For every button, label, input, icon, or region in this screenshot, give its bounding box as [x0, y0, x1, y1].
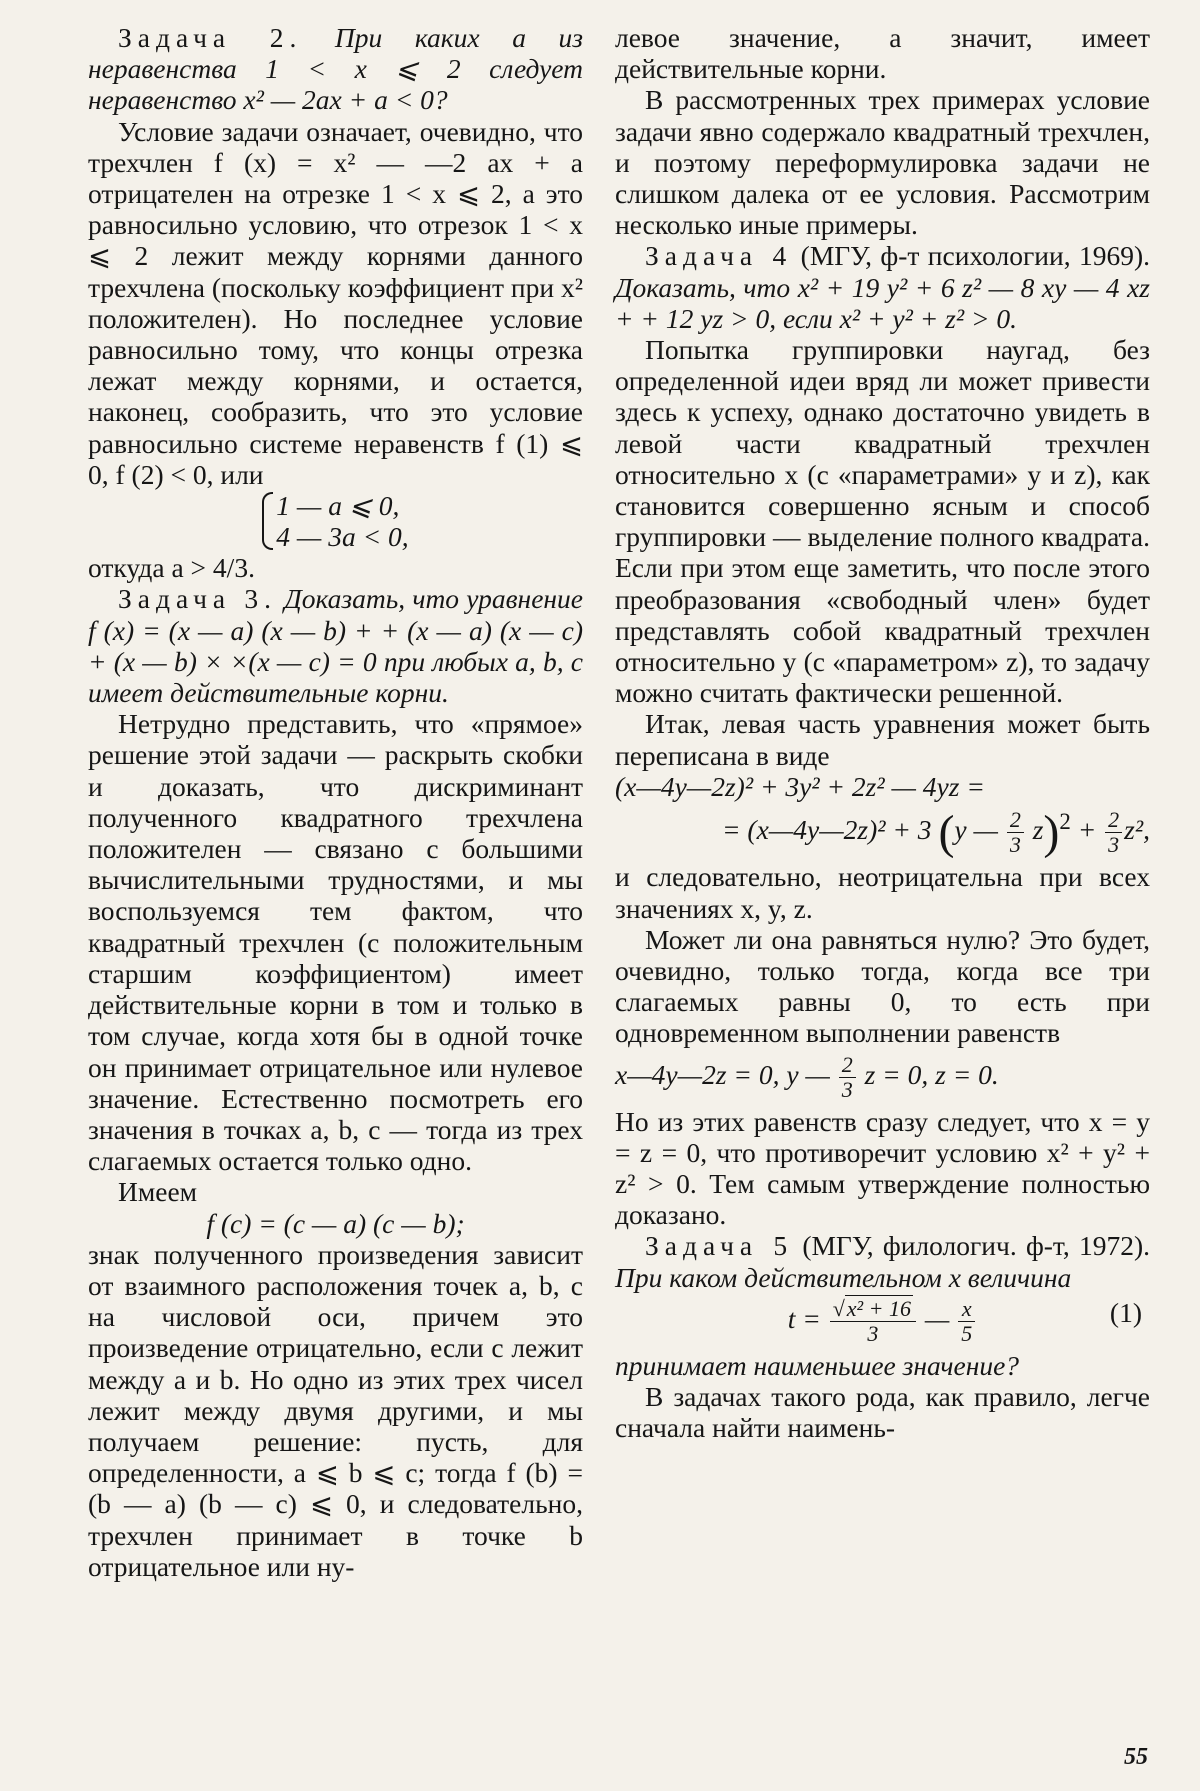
fraction-numerator: 2 — [1105, 808, 1122, 833]
paragraph: В задачах такого рода, как правило, легче сначала найти наимень- — [615, 1381, 1150, 1444]
paragraph: Условие задачи означает, очевидно, что трехчлен f (x) = x² — —2 ax + a отрицателен на отрезке 1 < x ⩽ 2, а это равносильно условию, что отрезок 1 < x ⩽ 2 лежит между корнями данного трехчлена (поскольку коэффициент при x² положителен). Но последнее условие равносильно тому, что концы отрезка лежат между корнями, и остается, наконец, сообразить, что это условие равносильно системе неравенств f (1) ⩽ 0, f (2) < 0, или — [88, 115, 583, 490]
problem-4 — [615, 240, 1150, 334]
equation-number: (1) — [1109, 1296, 1142, 1328]
fraction-numerator: 2 — [1007, 808, 1024, 833]
fraction-denominator: 3 — [867, 1320, 879, 1346]
eq-part: z², — [1124, 814, 1150, 846]
eq-part: t = — [787, 1302, 821, 1334]
problem-2-heading: Задача 2. — [118, 22, 303, 53]
paragraph: Попытка группировки наугад, без определенной идеи вряд ли может привести здесь к успеху, однако достаточно увидеть в левой части квадратный трехчлен относительно x (с «параметрами» y и z), как становится совершенно ясным и способ группировки — выделение полного квадрата. Если при этом еще заметить, что после этого преобразования «свободный член» будет представлять собой квадратный трехчлен относительно y (с «параметром» z), то задачу можно считать фактически решенной. — [615, 334, 1150, 709]
equation-line-3 — [615, 1053, 1150, 1102]
problem-5-heading: Задача 5 — [645, 1230, 794, 1262]
inequality-system — [88, 490, 583, 552]
paragraph: и следовательно, неотрицательна при всех значениях x, y, z. — [615, 861, 1150, 924]
fraction — [839, 1053, 856, 1102]
problem-5 — [615, 1230, 1150, 1292]
right-paren-icon: ) — [1043, 805, 1060, 859]
system-line: 4 — 3a < 0, — [276, 521, 409, 553]
paragraph: левое значение, а значит, имеет действительные корни. — [615, 22, 1150, 85]
sqrt-radicand: x² + 16 — [846, 1295, 912, 1321]
eq-part: x—4y—2z = 0, y — — [615, 1058, 830, 1090]
formula: f (c) = (c — a) (c — b); — [206, 1207, 465, 1239]
paragraph: Итак, левая часть уравнения может быть переписана в виде — [615, 708, 1150, 771]
fraction — [1007, 808, 1024, 857]
fraction — [830, 1297, 916, 1346]
system-line: 1 — a ⩽ 0, — [276, 490, 400, 522]
problem-4-heading: Задача 4 — [645, 240, 793, 272]
fraction — [1105, 808, 1122, 857]
paragraph: откуда a > 4/3. — [88, 552, 255, 584]
paragraph: Может ли она равняться нулю? Это будет, очевидно, только тогда, когда все три слагаемых равны 0, то есть при одновременном выполнении равенств — [615, 923, 1150, 1049]
eq-part: + — [1077, 814, 1097, 846]
eq-part: z = 0, z = 0. — [864, 1058, 999, 1090]
eq-part: z — [1032, 814, 1044, 846]
problem-3-heading: Задача 3. — [118, 583, 277, 615]
problem-4-source: (МГУ, ф-т психологии, 1969). — [800, 240, 1151, 272]
fraction-denominator: 3 — [841, 1076, 853, 1102]
problem-2 — [88, 22, 583, 116]
eq-part: y — — [954, 814, 998, 846]
fraction-denominator: 3 — [1009, 832, 1021, 858]
paragraph: знак полученного произведения зависит от взаимного расположения точек a, b, c на числовой оси, причем это произведение отрицательно, если c лежит между a и b. Но одно из этих трех чисел лежит между двумя другими, и мы получаем решение: пусть, для определенности, a ⩽ b ⩽ c; тогда f (b) = (b — a) (b — c) ⩽ 0, и следовательно, трехчлен принимает в точке b отрицательное или ну- — [88, 1238, 583, 1582]
fraction-numerator: 2 — [839, 1053, 856, 1078]
equation-line-2: = (x—4y—2z)² + 3 (y — $\frac{2}{3}$ z)$^2$ + $\frac{2}{3}$ z², — [721, 805, 1150, 859]
left-column — [88, 22, 583, 1582]
fraction-numerator: x — [958, 1297, 975, 1322]
problem-3-statement: Доказать, что уравнение f (x) = (x — a) (x — b) + + (x — a) (x — c) + (x — b) × ×(x — c) = 0 при любых a, b, c имеет действительные корни. — [88, 583, 584, 709]
problem-3 — [88, 583, 583, 708]
fraction-numerator: √x² + 16 — [830, 1297, 916, 1322]
eq-part: — — [924, 1302, 950, 1334]
curly-brace-icon — [262, 492, 273, 550]
paragraph: Но из этих равенств сразу следует, что x = y = z = 0, что противоречит условию x² + y² + z² > 0. Тем самым утверждение полностью доказано. — [615, 1105, 1150, 1231]
right-column — [615, 22, 1150, 1443]
fraction-denominator: 3 — [1108, 832, 1120, 858]
fraction — [958, 1297, 975, 1346]
equation-line-4 — [615, 1297, 1150, 1346]
left-paren-icon: ( — [938, 805, 955, 859]
problem-5-source: (МГУ, филологич. ф-т, 1972). — [802, 1230, 1150, 1262]
system-block — [262, 490, 408, 552]
eq-part: = (x—4y—2z)² + 3 — [721, 814, 932, 846]
page-number: 55 — [1124, 1744, 1148, 1770]
problem-4-statement: Доказать, что x² + 19 y² + 6 z² — 8 xy — 4 xz + + 12 yz > 0, если x² + y² + z² > 0. — [615, 271, 1150, 334]
problem-5-statement: При каком действительном x величина — [615, 1261, 1072, 1293]
problem-2-statement: При каких a из неравенства 1 < x ⩽ 2 следует неравенство x² — 2ax + a < 0? — [88, 22, 584, 116]
paragraph: В рассмотренных трех примерах условие задачи явно содержало квадратный трехчлен, и поэтому переформулировка задачи не слишком далека от ее условия. Рассмотрим несколько иные примеры. — [615, 84, 1150, 241]
equation-line-1: (x—4y—2z)² + 3y² + 2z² — 4yz = — [615, 770, 985, 802]
paragraph: Нетрудно представить, что «прямое» решение этой задачи — раскрыть скобки и доказать, что дискриминант полученного квадратного трехчлена положителен — связано с большими вычислительными трудностями, и мы воспользуемся тем фактом, что квадратный трехчлен (с положительным старшим коэффициентом) имеет действительные корни в том и только в том случае, когда хотя бы в одной точке он принимает отрицательное или нулевое значение. Естественно посмотреть его значения в точках a, b, c — тогда из трех слагаемых остается только одно. — [88, 708, 583, 1177]
fraction-denominator: 5 — [961, 1320, 973, 1346]
paragraph: Имеем — [118, 1176, 198, 1208]
problem-5-statement-tail: принимает наименьшее значение? — [615, 1349, 1020, 1381]
